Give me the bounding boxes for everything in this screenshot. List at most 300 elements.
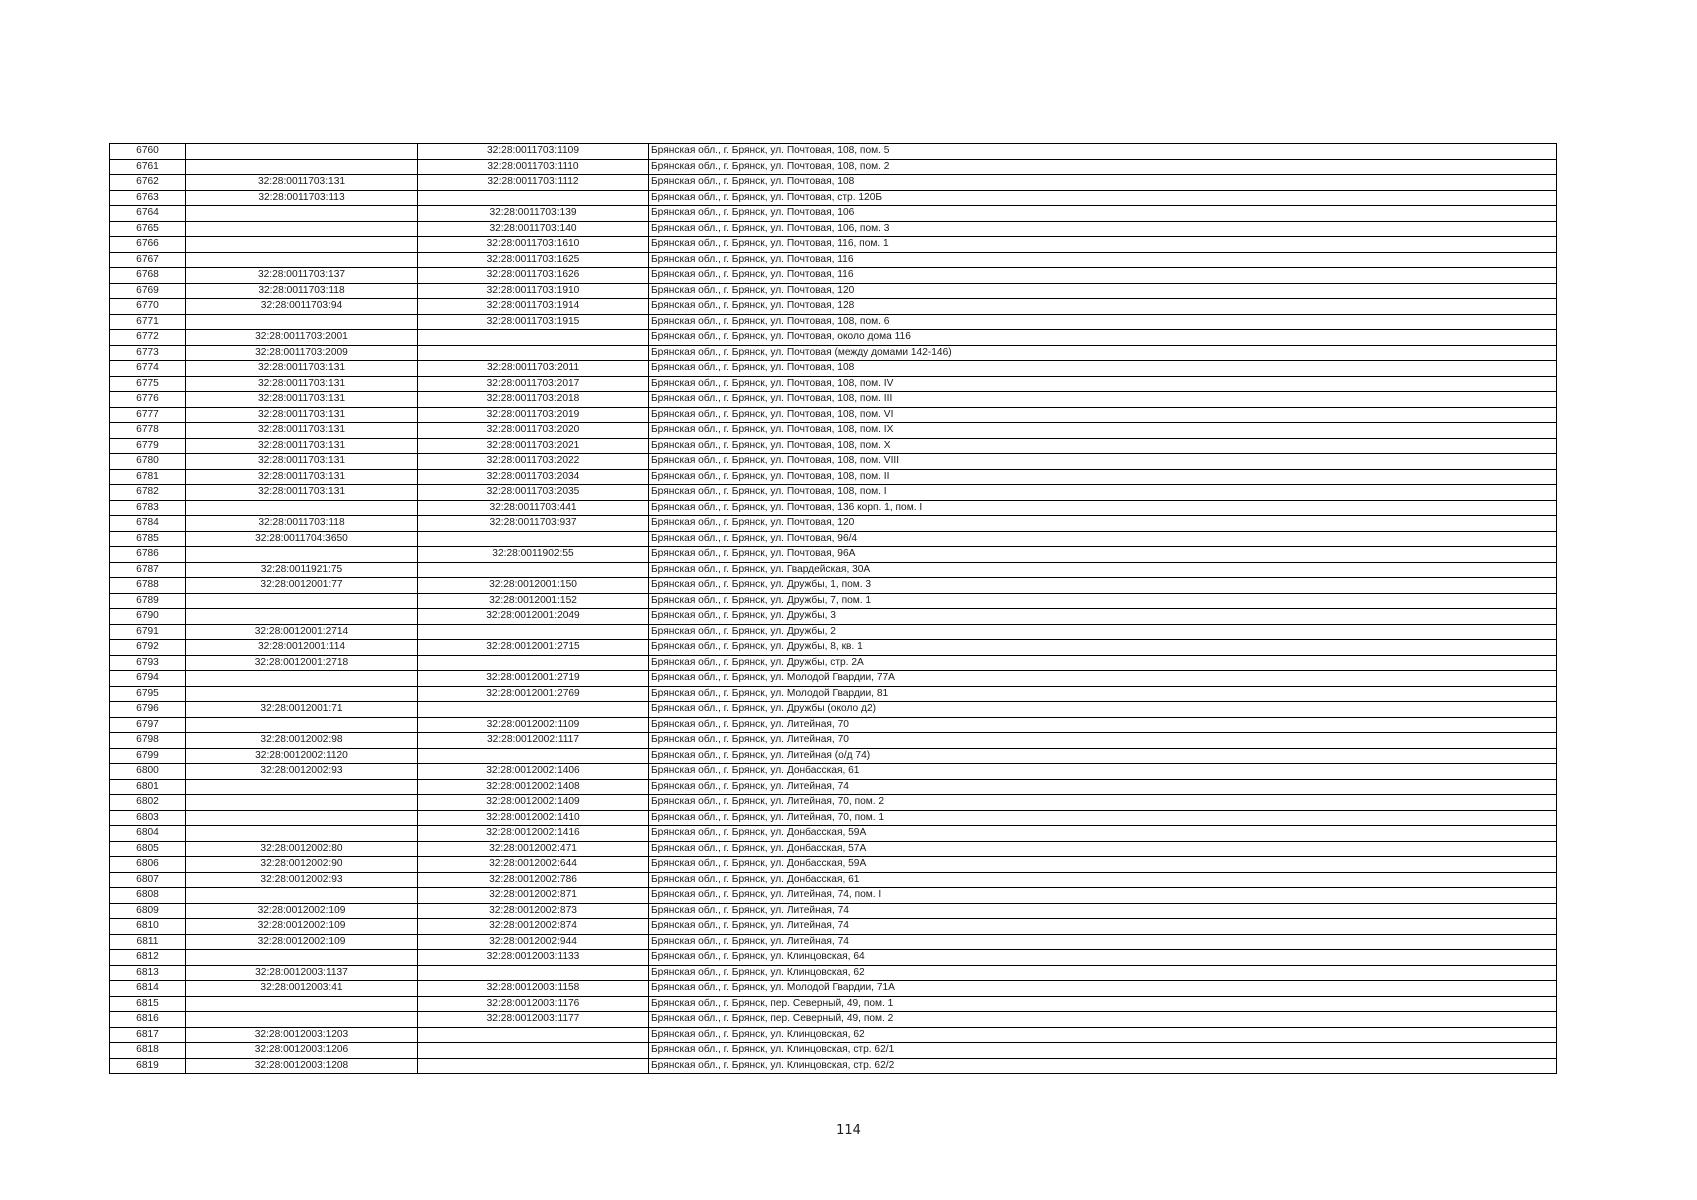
- parcel-cadastral-number-cell: 32:28:0011703:137: [186, 268, 418, 284]
- table-row: [110, 407, 1557, 423]
- parcel-cadastral-number-cell: [186, 686, 418, 702]
- parcel-cadastral-number-cell: 32:28:0011704:3650: [186, 531, 418, 547]
- object-cadastral-number-cell: 32:28:0012001:2769: [418, 686, 649, 702]
- object-cadastral-number-cell: 32:28:0011703:2035: [418, 485, 649, 501]
- table-row: [110, 206, 1557, 222]
- parcel-cadastral-number-cell: [186, 593, 418, 609]
- object-cadastral-number-cell: 32:28:0012002:1410: [418, 810, 649, 826]
- table-row: [110, 469, 1557, 485]
- address-cell: Брянская обл., г. Брянск, ул. Донбасская, 59А: [649, 857, 1557, 873]
- row-number-cell: 6799: [110, 748, 186, 764]
- address-cell: Брянская обл., г. Брянск, ул. Дружбы, 2: [649, 624, 1557, 640]
- address-cell: Брянская обл., г. Брянск, ул. Почтовая, 106: [649, 206, 1557, 222]
- row-number-cell: 6763: [110, 190, 186, 206]
- table-row: [110, 330, 1557, 346]
- row-number-cell: 6804: [110, 826, 186, 842]
- table-row: [110, 593, 1557, 609]
- table-row: [110, 779, 1557, 795]
- row-number-cell: 6806: [110, 857, 186, 873]
- address-cell: Брянская обл., г. Брянск, ул. Почтовая, 108, пом. IV: [649, 376, 1557, 392]
- object-cadastral-number-cell: 32:28:0012002:1406: [418, 764, 649, 780]
- row-number-cell: 6802: [110, 795, 186, 811]
- parcel-cadastral-number-cell: 32:28:0011703:131: [186, 469, 418, 485]
- table-row: [110, 640, 1557, 656]
- row-number-cell: 6796: [110, 702, 186, 718]
- table-row: [110, 624, 1557, 640]
- address-cell: Брянская обл., г. Брянск, ул. Клинцовская, 62: [649, 965, 1557, 981]
- object-cadastral-number-cell: 32:28:0011703:2018: [418, 392, 649, 408]
- table-row: [110, 159, 1557, 175]
- object-cadastral-number-cell: 32:28:0011703:140: [418, 221, 649, 237]
- parcel-cadastral-number-cell: 32:28:0011703:2001: [186, 330, 418, 346]
- table-row: [110, 485, 1557, 501]
- parcel-cadastral-number-cell: [186, 144, 418, 160]
- row-number-cell: 6760: [110, 144, 186, 160]
- table-row: [110, 965, 1557, 981]
- object-cadastral-number-cell: 32:28:0012002:471: [418, 841, 649, 857]
- address-cell: Брянская обл., г. Брянск, ул. Почтовая, 108, пом. 2: [649, 159, 1557, 175]
- address-cell: Брянская обл., г. Брянск, ул. Почтовая, 106, пом. 3: [649, 221, 1557, 237]
- table-row: [110, 1027, 1557, 1043]
- parcel-cadastral-number-cell: [186, 609, 418, 625]
- parcel-cadastral-number-cell: 32:28:0012003:1208: [186, 1058, 418, 1074]
- table-row: [110, 361, 1557, 377]
- address-cell: Брянская обл., г. Брянск, ул. Почтовая, 108, пом. IX: [649, 423, 1557, 439]
- table-row: [110, 810, 1557, 826]
- table-row: [110, 888, 1557, 904]
- object-cadastral-number-cell: 32:28:0011703:1109: [418, 144, 649, 160]
- address-cell: Брянская обл., г. Брянск, ул. Литейная, 70: [649, 717, 1557, 733]
- row-number-cell: 6808: [110, 888, 186, 904]
- parcel-cadastral-number-cell: 32:28:0011703:131: [186, 175, 418, 191]
- parcel-cadastral-number-cell: 32:28:0012002:80: [186, 841, 418, 857]
- parcel-cadastral-number-cell: 32:28:0012001:77: [186, 578, 418, 594]
- row-number-cell: 6810: [110, 919, 186, 935]
- row-number-cell: 6780: [110, 454, 186, 470]
- address-cell: Брянская обл., г. Брянск, ул. Почтовая, 108, пом. X: [649, 438, 1557, 454]
- address-cell: Брянская обл., г. Брянск, ул. Клинцовская, 62: [649, 1027, 1557, 1043]
- row-number-cell: 6803: [110, 810, 186, 826]
- object-cadastral-number-cell: 32:28:0011703:441: [418, 500, 649, 516]
- object-cadastral-number-cell: 32:28:0011703:1626: [418, 268, 649, 284]
- table-row: [110, 919, 1557, 935]
- address-cell: Брянская обл., г. Брянск, ул. Почтовая, 136 корп. 1, пом. I: [649, 500, 1557, 516]
- address-cell: Брянская обл., г. Брянск, ул. Почтовая, 120: [649, 283, 1557, 299]
- address-cell: Брянская обл., г. Брянск, ул. Литейная, 70, пом. 2: [649, 795, 1557, 811]
- object-cadastral-number-cell: 32:28:0012002:644: [418, 857, 649, 873]
- row-number-cell: 6779: [110, 438, 186, 454]
- table-row: [110, 733, 1557, 749]
- object-cadastral-number-cell: 32:28:0011703:1915: [418, 314, 649, 330]
- object-cadastral-number-cell: 32:28:0012002:1109: [418, 717, 649, 733]
- object-cadastral-number-cell: [418, 190, 649, 206]
- row-number-cell: 6794: [110, 671, 186, 687]
- parcel-cadastral-number-cell: 32:28:0012002:98: [186, 733, 418, 749]
- object-cadastral-number-cell: 32:28:0011703:139: [418, 206, 649, 222]
- parcel-cadastral-number-cell: 32:28:0011703:131: [186, 376, 418, 392]
- object-cadastral-number-cell: 32:28:0012002:1416: [418, 826, 649, 842]
- object-cadastral-number-cell: [418, 531, 649, 547]
- row-number-cell: 6807: [110, 872, 186, 888]
- row-number-cell: 6761: [110, 159, 186, 175]
- row-number-cell: 6762: [110, 175, 186, 191]
- object-cadastral-number-cell: 32:28:0011703:2011: [418, 361, 649, 377]
- row-number-cell: 6778: [110, 423, 186, 439]
- table-row: [110, 221, 1557, 237]
- row-number-cell: 6791: [110, 624, 186, 640]
- object-cadastral-number-cell: 32:28:0012002:1117: [418, 733, 649, 749]
- object-cadastral-number-cell: 32:28:0012002:1409: [418, 795, 649, 811]
- row-number-cell: 6786: [110, 547, 186, 563]
- object-cadastral-number-cell: 32:28:0012003:1176: [418, 996, 649, 1012]
- row-number-cell: 6813: [110, 965, 186, 981]
- object-cadastral-number-cell: [418, 345, 649, 361]
- table-row: [110, 438, 1557, 454]
- row-number-cell: 6819: [110, 1058, 186, 1074]
- parcel-cadastral-number-cell: 32:28:0012001:114: [186, 640, 418, 656]
- table-row: [110, 578, 1557, 594]
- object-cadastral-number-cell: 32:28:0012002:873: [418, 903, 649, 919]
- address-cell: Брянская обл., г. Брянск, ул. Литейная, 74: [649, 779, 1557, 795]
- address-cell: Брянская обл., г. Брянск, ул. Почтовая, 108: [649, 361, 1557, 377]
- table-row: [110, 531, 1557, 547]
- object-cadastral-number-cell: 32:28:0011902:55: [418, 547, 649, 563]
- table-row: [110, 268, 1557, 284]
- table-row: [110, 1012, 1557, 1028]
- parcel-cadastral-number-cell: 32:28:0011703:131: [186, 438, 418, 454]
- row-number-cell: 6809: [110, 903, 186, 919]
- parcel-cadastral-number-cell: 32:28:0011703:2009: [186, 345, 418, 361]
- parcel-cadastral-number-cell: 32:28:0011703:131: [186, 407, 418, 423]
- registry-table: [109, 143, 1557, 1074]
- row-number-cell: 6815: [110, 996, 186, 1012]
- address-cell: Брянская обл., г. Брянск, ул. Молодой Гвардии, 77А: [649, 671, 1557, 687]
- parcel-cadastral-number-cell: 32:28:0011703:131: [186, 361, 418, 377]
- parcel-cadastral-number-cell: 32:28:0011703:94: [186, 299, 418, 315]
- registry-table-body: [110, 144, 1557, 1074]
- address-cell: Брянская обл., г. Брянск, ул. Дружбы, стр. 2А: [649, 655, 1557, 671]
- parcel-cadastral-number-cell: 32:28:0011703:131: [186, 392, 418, 408]
- parcel-cadastral-number-cell: 32:28:0011703:118: [186, 283, 418, 299]
- table-row: [110, 1043, 1557, 1059]
- row-number-cell: 6775: [110, 376, 186, 392]
- object-cadastral-number-cell: 32:28:0012001:152: [418, 593, 649, 609]
- parcel-cadastral-number-cell: [186, 671, 418, 687]
- object-cadastral-number-cell: 32:28:0011703:2021: [418, 438, 649, 454]
- table-row: [110, 671, 1557, 687]
- address-cell: Брянская обл., г. Брянск, ул. Почтовая, 108, пом. III: [649, 392, 1557, 408]
- parcel-cadastral-number-cell: [186, 996, 418, 1012]
- row-number-cell: 6765: [110, 221, 186, 237]
- row-number-cell: 6801: [110, 779, 186, 795]
- row-number-cell: 6812: [110, 950, 186, 966]
- address-cell: Брянская обл., г. Брянск, ул. Дружбы, 7, пом. 1: [649, 593, 1557, 609]
- parcel-cadastral-number-cell: 32:28:0012002:109: [186, 934, 418, 950]
- address-cell: Брянская обл., г. Брянск, ул. Гвардейская, 30А: [649, 562, 1557, 578]
- address-cell: Брянская обл., г. Брянск, ул. Почтовая, стр. 120Б: [649, 190, 1557, 206]
- parcel-cadastral-number-cell: 32:28:0012002:109: [186, 919, 418, 935]
- table-row: [110, 516, 1557, 532]
- table-row: [110, 950, 1557, 966]
- address-cell: Брянская обл., г. Брянск, ул. Почтовая, 120: [649, 516, 1557, 532]
- object-cadastral-number-cell: 32:28:0011703:1914: [418, 299, 649, 315]
- table-row: [110, 454, 1557, 470]
- address-cell: Брянская обл., г. Брянск, ул. Литейная, 74, пом. I: [649, 888, 1557, 904]
- table-row: [110, 686, 1557, 702]
- parcel-cadastral-number-cell: [186, 888, 418, 904]
- object-cadastral-number-cell: 32:28:0011703:2019: [418, 407, 649, 423]
- parcel-cadastral-number-cell: [186, 237, 418, 253]
- address-cell: Брянская обл., г. Брянск, ул. Молодой Гвардии, 81: [649, 686, 1557, 702]
- parcel-cadastral-number-cell: 32:28:0012003:41: [186, 981, 418, 997]
- object-cadastral-number-cell: [418, 330, 649, 346]
- row-number-cell: 6784: [110, 516, 186, 532]
- parcel-cadastral-number-cell: 32:28:0012001:71: [186, 702, 418, 718]
- address-cell: Брянская обл., г. Брянск, ул. Донбасская, 61: [649, 872, 1557, 888]
- row-number-cell: 6800: [110, 764, 186, 780]
- row-number-cell: 6781: [110, 469, 186, 485]
- table-row: [110, 376, 1557, 392]
- table-row: [110, 609, 1557, 625]
- row-number-cell: 6798: [110, 733, 186, 749]
- address-cell: Брянская обл., г. Брянск, ул. Донбасская, 57А: [649, 841, 1557, 857]
- address-cell: Брянская обл., г. Брянск, ул. Почтовая, 116, пом. 1: [649, 237, 1557, 253]
- row-number-cell: 6767: [110, 252, 186, 268]
- table-row: [110, 841, 1557, 857]
- address-cell: Брянская обл., г. Брянск, ул. Литейная, 74: [649, 919, 1557, 935]
- table-row: [110, 392, 1557, 408]
- address-cell: Брянская обл., г. Брянск, ул. Почтовая, 108, пом. 6: [649, 314, 1557, 330]
- parcel-cadastral-number-cell: [186, 779, 418, 795]
- page-number: 114: [836, 1123, 861, 1138]
- table-row: [110, 237, 1557, 253]
- object-cadastral-number-cell: 32:28:0012002:874: [418, 919, 649, 935]
- object-cadastral-number-cell: 32:28:0012002:786: [418, 872, 649, 888]
- parcel-cadastral-number-cell: [186, 547, 418, 563]
- row-number-cell: 6774: [110, 361, 186, 377]
- address-cell: Брянская обл., г. Брянск, ул. Почтовая (между домами 142-146): [649, 345, 1557, 361]
- table-row: [110, 903, 1557, 919]
- row-number-cell: 6770: [110, 299, 186, 315]
- table-row: [110, 252, 1557, 268]
- address-cell: Брянская обл., г. Брянск, ул. Почтовая, 108, пом. VI: [649, 407, 1557, 423]
- address-cell: Брянская обл., г. Брянск, ул. Почтовая, 96А: [649, 547, 1557, 563]
- table-row: [110, 857, 1557, 873]
- object-cadastral-number-cell: 32:28:0012003:1133: [418, 950, 649, 966]
- object-cadastral-number-cell: [418, 655, 649, 671]
- row-number-cell: 6783: [110, 500, 186, 516]
- object-cadastral-number-cell: [418, 748, 649, 764]
- object-cadastral-number-cell: 32:28:0011703:1625: [418, 252, 649, 268]
- address-cell: Брянская обл., г. Брянск, ул. Дружбы, 3: [649, 609, 1557, 625]
- table-row: [110, 283, 1557, 299]
- address-cell: Брянская обл., г. Брянск, ул. Донбасская, 59А: [649, 826, 1557, 842]
- table-row: [110, 996, 1557, 1012]
- object-cadastral-number-cell: 32:28:0012003:1158: [418, 981, 649, 997]
- object-cadastral-number-cell: [418, 965, 649, 981]
- address-cell: Брянская обл., г. Брянск, ул. Почтовая, 116: [649, 252, 1557, 268]
- table-row: [110, 655, 1557, 671]
- table-row: [110, 981, 1557, 997]
- address-cell: Брянская обл., г. Брянск, ул. Литейная, 70, пом. 1: [649, 810, 1557, 826]
- parcel-cadastral-number-cell: [186, 206, 418, 222]
- parcel-cadastral-number-cell: 32:28:0012001:2714: [186, 624, 418, 640]
- address-cell: Брянская обл., г. Брянск, ул. Почтовая, около дома 116: [649, 330, 1557, 346]
- address-cell: Брянская обл., г. Брянск, ул. Клинцовская, стр. 62/2: [649, 1058, 1557, 1074]
- address-cell: Брянская обл., г. Брянск, ул. Почтовая, 128: [649, 299, 1557, 315]
- parcel-cadastral-number-cell: 32:28:0011703:131: [186, 423, 418, 439]
- row-number-cell: 6790: [110, 609, 186, 625]
- address-cell: Брянская обл., г. Брянск, ул. Почтовая, 108, пом. VIII: [649, 454, 1557, 470]
- address-cell: Брянская обл., г. Брянск, ул. Дружбы, 8, кв. 1: [649, 640, 1557, 656]
- table-row: [110, 314, 1557, 330]
- row-number-cell: 6818: [110, 1043, 186, 1059]
- row-number-cell: 6768: [110, 268, 186, 284]
- address-cell: Брянская обл., г. Брянск, ул. Клинцовская, стр. 62/1: [649, 1043, 1557, 1059]
- table-row: [110, 748, 1557, 764]
- parcel-cadastral-number-cell: 32:28:0012002:1120: [186, 748, 418, 764]
- row-number-cell: 6814: [110, 981, 186, 997]
- table-row: [110, 795, 1557, 811]
- parcel-cadastral-number-cell: 32:28:0012003:1137: [186, 965, 418, 981]
- table-row: [110, 500, 1557, 516]
- object-cadastral-number-cell: 32:28:0011703:1910: [418, 283, 649, 299]
- parcel-cadastral-number-cell: [186, 252, 418, 268]
- address-cell: Брянская обл., г. Брянск, ул. Литейная, 74: [649, 934, 1557, 950]
- row-number-cell: 6766: [110, 237, 186, 253]
- object-cadastral-number-cell: 32:28:0012001:2715: [418, 640, 649, 656]
- parcel-cadastral-number-cell: [186, 810, 418, 826]
- row-number-cell: 6817: [110, 1027, 186, 1043]
- table-row: [110, 299, 1557, 315]
- parcel-cadastral-number-cell: 32:28:0011703:131: [186, 454, 418, 470]
- address-cell: Брянская обл., г. Брянск, ул. Молодой Гвардии, 71А: [649, 981, 1557, 997]
- table-row: [110, 764, 1557, 780]
- parcel-cadastral-number-cell: 32:28:0012002:90: [186, 857, 418, 873]
- object-cadastral-number-cell: 32:28:0012001:150: [418, 578, 649, 594]
- table-row: [110, 934, 1557, 950]
- address-cell: Брянская обл., г. Брянск, ул. Почтовая, 96/4: [649, 531, 1557, 547]
- object-cadastral-number-cell: [418, 1058, 649, 1074]
- table-row: [110, 1058, 1557, 1074]
- row-number-cell: 6773: [110, 345, 186, 361]
- table-row: [110, 144, 1557, 160]
- object-cadastral-number-cell: [418, 624, 649, 640]
- row-number-cell: 6782: [110, 485, 186, 501]
- object-cadastral-number-cell: 32:28:0011703:937: [418, 516, 649, 532]
- table-row: [110, 175, 1557, 191]
- row-number-cell: 6787: [110, 562, 186, 578]
- parcel-cadastral-number-cell: [186, 795, 418, 811]
- row-number-cell: 6788: [110, 578, 186, 594]
- row-number-cell: 6764: [110, 206, 186, 222]
- row-number-cell: 6771: [110, 314, 186, 330]
- table-row: [110, 345, 1557, 361]
- object-cadastral-number-cell: 32:28:0012002:1408: [418, 779, 649, 795]
- table-row: [110, 872, 1557, 888]
- address-cell: Брянская обл., г. Брянск, ул. Почтовая, 108, пом. 5: [649, 144, 1557, 160]
- object-cadastral-number-cell: 32:28:0012001:2049: [418, 609, 649, 625]
- parcel-cadastral-number-cell: [186, 314, 418, 330]
- parcel-cadastral-number-cell: [186, 500, 418, 516]
- address-cell: Брянская обл., г. Брянск, ул. Почтовая, 108, пом. I: [649, 485, 1557, 501]
- table-row: [110, 423, 1557, 439]
- parcel-cadastral-number-cell: 32:28:0012002:93: [186, 872, 418, 888]
- table-row: [110, 547, 1557, 563]
- row-number-cell: 6769: [110, 283, 186, 299]
- address-cell: Брянская обл., г. Брянск, ул. Дружбы, 1, пом. 3: [649, 578, 1557, 594]
- parcel-cadastral-number-cell: 32:28:0012002:109: [186, 903, 418, 919]
- object-cadastral-number-cell: 32:28:0011703:1112: [418, 175, 649, 191]
- parcel-cadastral-number-cell: [186, 159, 418, 175]
- parcel-cadastral-number-cell: [186, 221, 418, 237]
- row-number-cell: 6772: [110, 330, 186, 346]
- object-cadastral-number-cell: 32:28:0011703:2022: [418, 454, 649, 470]
- table-row: [110, 826, 1557, 842]
- table-row: [110, 717, 1557, 733]
- object-cadastral-number-cell: 32:28:0011703:1110: [418, 159, 649, 175]
- parcel-cadastral-number-cell: 32:28:0011703:113: [186, 190, 418, 206]
- table-row: [110, 190, 1557, 206]
- row-number-cell: 6793: [110, 655, 186, 671]
- row-number-cell: 6776: [110, 392, 186, 408]
- table-row: [110, 702, 1557, 718]
- row-number-cell: 6797: [110, 717, 186, 733]
- parcel-cadastral-number-cell: [186, 1012, 418, 1028]
- address-cell: Брянская обл., г. Брянск, ул. Донбасская, 61: [649, 764, 1557, 780]
- row-number-cell: 6816: [110, 1012, 186, 1028]
- object-cadastral-number-cell: 32:28:0012002:871: [418, 888, 649, 904]
- address-cell: Брянская обл., г. Брянск, пер. Северный, 49, пом. 1: [649, 996, 1557, 1012]
- parcel-cadastral-number-cell: 32:28:0012002:93: [186, 764, 418, 780]
- object-cadastral-number-cell: [418, 702, 649, 718]
- object-cadastral-number-cell: 32:28:0012001:2719: [418, 671, 649, 687]
- row-number-cell: 6795: [110, 686, 186, 702]
- parcel-cadastral-number-cell: [186, 717, 418, 733]
- parcel-cadastral-number-cell: 32:28:0011703:118: [186, 516, 418, 532]
- address-cell: Брянская обл., г. Брянск, ул. Почтовая, 108: [649, 175, 1557, 191]
- object-cadastral-number-cell: 32:28:0011703:2020: [418, 423, 649, 439]
- object-cadastral-number-cell: [418, 562, 649, 578]
- parcel-cadastral-number-cell: 32:28:0012001:2718: [186, 655, 418, 671]
- parcel-cadastral-number-cell: 32:28:0011703:131: [186, 485, 418, 501]
- object-cadastral-number-cell: [418, 1043, 649, 1059]
- address-cell: Брянская обл., г. Брянск, ул. Литейная, 74: [649, 903, 1557, 919]
- row-number-cell: 6789: [110, 593, 186, 609]
- row-number-cell: 6785: [110, 531, 186, 547]
- parcel-cadastral-number-cell: 32:28:0012003:1203: [186, 1027, 418, 1043]
- address-cell: Брянская обл., г. Брянск, ул. Клинцовская, 64: [649, 950, 1557, 966]
- row-number-cell: 6805: [110, 841, 186, 857]
- address-cell: Брянская обл., г. Брянск, ул. Литейная, 70: [649, 733, 1557, 749]
- table-row: [110, 562, 1557, 578]
- parcel-cadastral-number-cell: 32:28:0012003:1206: [186, 1043, 418, 1059]
- parcel-cadastral-number-cell: [186, 826, 418, 842]
- row-number-cell: 6811: [110, 934, 186, 950]
- address-cell: Брянская обл., г. Брянск, ул. Литейная (о/д 74): [649, 748, 1557, 764]
- object-cadastral-number-cell: 32:28:0012003:1177: [418, 1012, 649, 1028]
- parcel-cadastral-number-cell: [186, 950, 418, 966]
- object-cadastral-number-cell: 32:28:0011703:1610: [418, 237, 649, 253]
- parcel-cadastral-number-cell: 32:28:0011921:75: [186, 562, 418, 578]
- object-cadastral-number-cell: [418, 1027, 649, 1043]
- object-cadastral-number-cell: 32:28:0011703:2034: [418, 469, 649, 485]
- object-cadastral-number-cell: 32:28:0011703:2017: [418, 376, 649, 392]
- row-number-cell: 6792: [110, 640, 186, 656]
- address-cell: Брянская обл., г. Брянск, ул. Почтовая, 116: [649, 268, 1557, 284]
- address-cell: Брянская обл., г. Брянск, пер. Северный, 49, пом. 2: [649, 1012, 1557, 1028]
- row-number-cell: 6777: [110, 407, 186, 423]
